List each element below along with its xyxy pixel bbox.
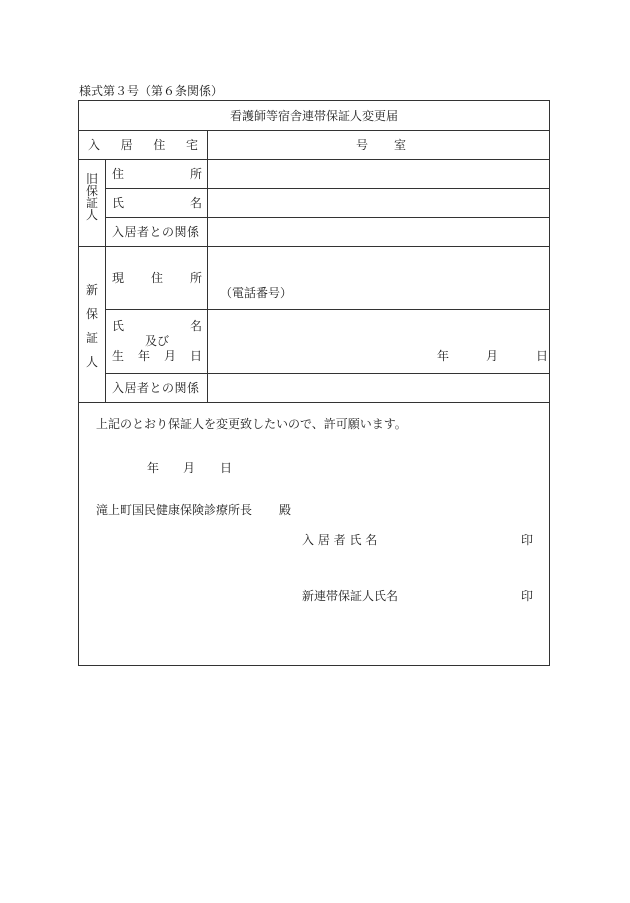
birth-year-unit: 年 (437, 349, 450, 363)
rule-new-guarantor (79, 402, 549, 403)
birth-date-label: 生 年 月 日 (112, 349, 202, 363)
new-guarantor-label: 新保証人 (85, 283, 98, 369)
tenant-seal: 印 (521, 533, 534, 547)
new-name-label: 氏 名 (112, 319, 202, 333)
old-address-label: 住 所 (112, 167, 202, 181)
rule-residence (79, 159, 549, 160)
rule-title (79, 130, 549, 131)
rule-old-guarantor (79, 246, 549, 247)
new-guarantor-seal: 印 (521, 589, 534, 603)
new-relation-label: 入居者との関係 (112, 381, 200, 395)
birth-day-unit: 日 (536, 349, 549, 363)
form-title: 看護師等宿舎連帯保証人変更届 (229, 109, 398, 123)
submit-month-unit: 月 (183, 461, 196, 475)
new-guarantor-name-label: 新連帯保証人氏名 (302, 589, 399, 603)
rule-new-name (105, 373, 549, 374)
submit-year-unit: 年 (147, 461, 160, 475)
rule-label-column (207, 130, 208, 402)
addressee: 滝上町国民健康保険診療所長 (96, 503, 253, 517)
and-label: 及び (145, 334, 170, 348)
residence-label: 入 居 住 宅 (88, 138, 198, 152)
old-name-label: 氏 名 (112, 196, 202, 210)
rule-old-name (105, 217, 549, 218)
form-number: 様式第３号（第６条関係） (79, 84, 224, 98)
rule-new-address (105, 309, 549, 310)
old-relation-label: 入居者との関係 (112, 225, 200, 239)
rule-side-column (105, 159, 106, 402)
honorific: 殿 (279, 503, 292, 517)
room-number-field[interactable]: 号 室 (356, 138, 406, 152)
new-address-label: 現 住 所 (112, 271, 202, 285)
guarantor-change-form (78, 100, 550, 666)
request-text: 上記のとおり保証人を変更致したいので、許可願います。 (96, 417, 407, 431)
tenant-name-label: 入 居 者 氏 名 (302, 533, 378, 547)
rule-old-address (105, 188, 549, 189)
old-guarantor-label: 旧保証人 (85, 172, 98, 222)
submit-day-unit: 日 (220, 461, 233, 475)
phone-number-label: （電話番号） (220, 286, 293, 300)
birth-month-unit: 月 (486, 349, 499, 363)
